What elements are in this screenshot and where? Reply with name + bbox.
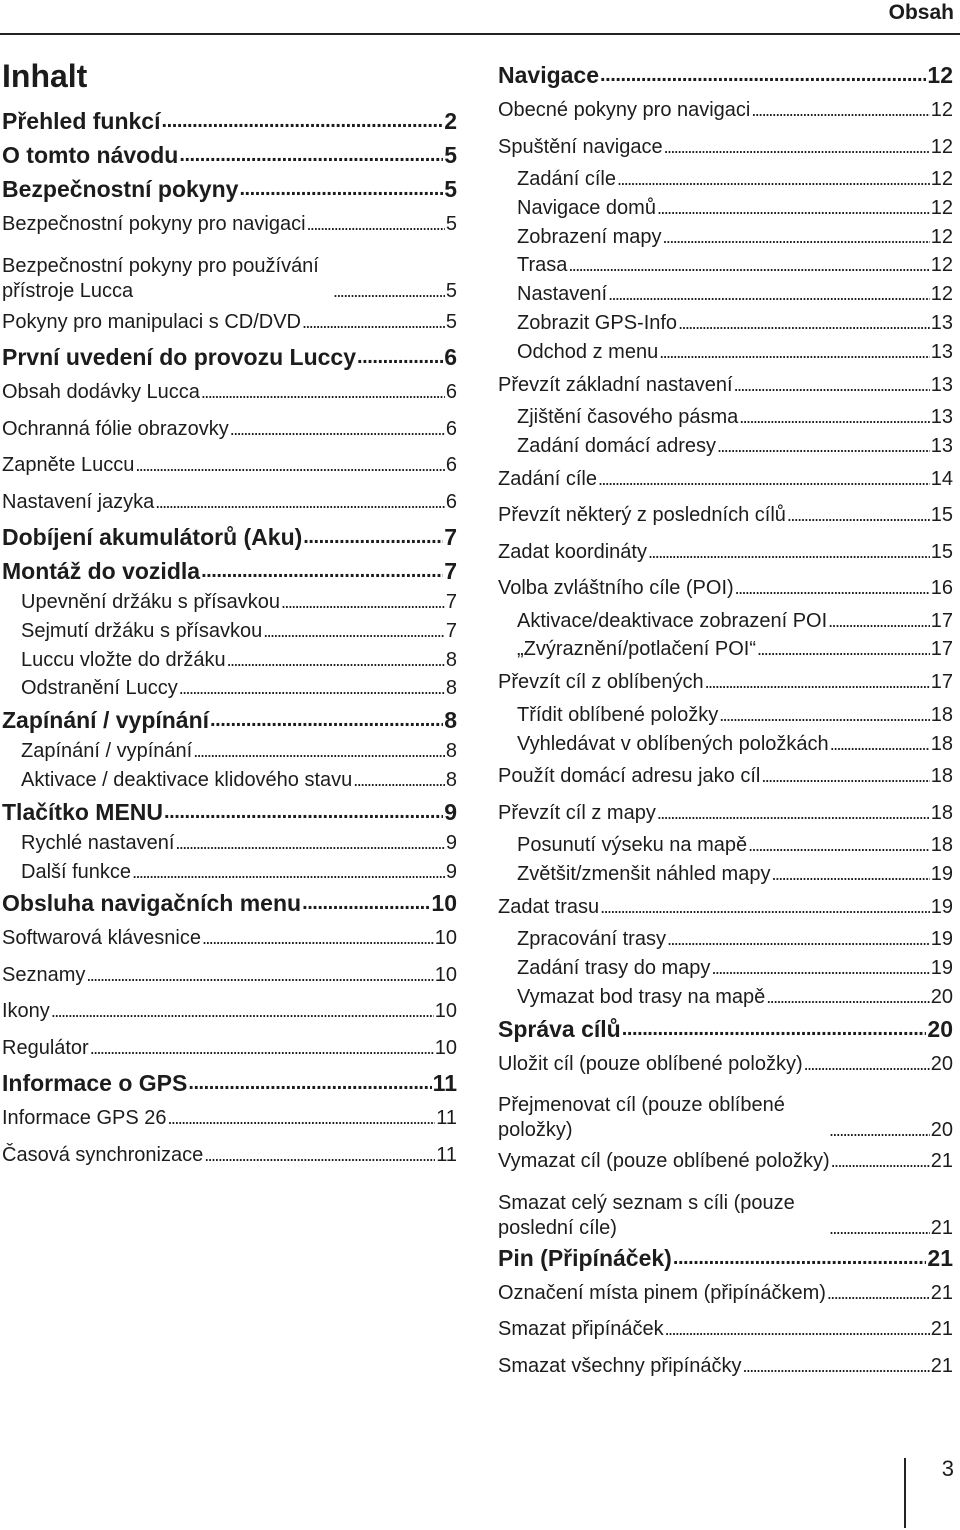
toc-entry[interactable] [498, 795, 953, 832]
toc-entry[interactable] [498, 367, 953, 404]
footer-divider [904, 1458, 906, 1528]
toc-entry[interactable] [2, 795, 457, 829]
toc-entry[interactable] [498, 461, 953, 498]
toc-entry[interactable] [498, 1348, 953, 1385]
dot-leader [804, 1046, 930, 1083]
toc-entry-page: 8 [444, 707, 457, 734]
section-header-label: Obsah [888, 1, 954, 24]
toc-entry-page: 13 [930, 311, 953, 334]
toc-entry-page: 15 [930, 504, 953, 527]
toc-entry-title: Aktivace / deaktivace klidového stavu [21, 768, 353, 791]
toc-entry-title: Smazat všechny připínáčky [498, 1354, 742, 1377]
toc-entry[interactable] [2, 920, 457, 957]
toc-entry[interactable] [498, 1082, 953, 1143]
toc-entry-title: Zadání cíle [498, 467, 597, 490]
toc-entry[interactable] [498, 664, 953, 701]
toc-entry[interactable] [2, 340, 457, 374]
toc-entry-page: 6 [445, 417, 457, 440]
toc-entry[interactable] [2, 104, 457, 138]
dot-leader [302, 304, 445, 341]
dot-leader [667, 925, 930, 954]
dot-leader [734, 367, 930, 404]
dot-leader [210, 701, 443, 737]
dot-leader [766, 983, 929, 1012]
toc-entry[interactable] [498, 607, 953, 636]
toc-entry-page: 17 [930, 638, 953, 661]
toc-entry-page: 9 [445, 860, 457, 883]
toc-entry[interactable] [2, 674, 457, 703]
toc-entry[interactable] [2, 1137, 457, 1174]
toc-entry-title: Převzít cíl z mapy [498, 801, 656, 824]
toc-entry[interactable] [498, 1275, 953, 1312]
dot-leader [263, 617, 445, 646]
toc-entry-title: Trasa [517, 254, 568, 277]
toc-entry-page: 19 [930, 957, 953, 980]
dot-leader [568, 251, 929, 280]
toc-entry-title: Uložit cíl (pouze oblíbené položky) [498, 1052, 803, 1075]
toc-entry[interactable] [498, 925, 953, 954]
toc-entry-title: Časová synchronizace [2, 1143, 204, 1166]
dot-leader [179, 136, 443, 172]
toc-entry-page: 7 [444, 524, 457, 550]
dot-leader [717, 432, 930, 461]
toc-entry-title: Obecné pokyny pro navigaci [498, 99, 751, 121]
toc-entry-title: Volba zvláštního cíle (POI) [498, 577, 734, 600]
dot-leader [135, 447, 445, 484]
dot-leader [829, 1118, 930, 1143]
toc-entry-title: Bezpečnostní pokyny [2, 176, 239, 202]
dot-leader [748, 831, 930, 860]
dot-leader [51, 993, 434, 1030]
dot-leader [598, 461, 930, 498]
dot-leader [751, 92, 929, 129]
toc-entry-title: Zadání cíle [517, 168, 616, 190]
toc-entry-page: 13 [930, 434, 953, 457]
toc-entry-page: 13 [930, 406, 953, 429]
toc-entry-title: První uvedení do provozu Luccy [2, 344, 357, 370]
dot-leader [830, 730, 930, 759]
toc-entry-title: Dobíjení akumulátorů (Aku) [2, 524, 303, 550]
toc-entry-page: 5 [445, 279, 457, 302]
toc-entry-page: 20 [930, 1119, 953, 1142]
toc-entry[interactable] [2, 858, 457, 887]
dot-leader [608, 280, 930, 309]
toc-entry-page: 18 [930, 765, 953, 788]
toc-entry-title: Nastavení jazyka [2, 490, 155, 513]
dot-leader [678, 309, 930, 338]
toc-entry-title: Navigace domů [517, 196, 656, 219]
toc-entry-page: 20 [927, 1015, 953, 1042]
toc-entry[interactable] [498, 251, 953, 280]
toc-entry[interactable] [498, 92, 953, 129]
toc-entry-title: Vymazat cíl (pouze oblíbené položky) [498, 1150, 830, 1173]
toc-entry[interactable] [2, 243, 457, 304]
dot-leader [742, 1348, 929, 1385]
dot-leader [735, 570, 930, 607]
toc-entry-page: 2 [444, 108, 457, 134]
dot-leader [357, 338, 443, 374]
toc-entry-page: 8 [445, 768, 457, 791]
toc-entry[interactable] [2, 520, 457, 554]
toc-entry[interactable] [498, 701, 953, 730]
toc-entry-title: Třídit oblíbené položky [517, 703, 719, 726]
dot-leader [664, 129, 930, 166]
toc-entry-page: 18 [930, 834, 953, 857]
dot-leader [302, 884, 430, 920]
toc-entry-title: Montáž do vozidla [2, 558, 201, 584]
toc-entry-page: 16 [930, 577, 953, 600]
toc-entry[interactable] [2, 737, 457, 766]
toc-entry-page: 12 [930, 168, 953, 190]
toc-entry-page: 13 [930, 340, 953, 363]
toc-entry-title: Obsah dodávky Lucca [2, 381, 200, 403]
toc-entry[interactable] [2, 1066, 457, 1100]
toc-entry[interactable] [498, 497, 953, 534]
toc-entry[interactable] [2, 588, 457, 617]
toc-entry-title: Zobrazit GPS-Info [517, 311, 678, 334]
dot-leader [787, 497, 930, 534]
toc-entry-page: 6 [444, 344, 457, 370]
toc-entry[interactable] [498, 1311, 953, 1348]
toc-entry-page: 7 [445, 591, 457, 613]
toc-entry-title: Přehled funkcí [2, 108, 161, 134]
dot-leader [155, 484, 445, 521]
toc-entry[interactable] [498, 129, 953, 166]
toc-left-column [2, 104, 457, 1173]
toc-entry-title: Zadání domácí adresy [517, 434, 716, 457]
toc-entry[interactable] [2, 993, 457, 1030]
toc-entry-title: Rychlé nastavení [21, 831, 175, 854]
toc-entry-page: 8 [445, 648, 457, 671]
toc-entry-title: Další funkce [21, 860, 132, 883]
toc-entry[interactable] [498, 954, 953, 983]
toc-entry-page: 11 [436, 1143, 457, 1166]
toc-entry-page: 13 [930, 373, 953, 396]
toc-entry[interactable] [2, 206, 457, 243]
dot-leader [663, 223, 930, 252]
dot-leader [828, 607, 930, 636]
toc-entry-page: 12 [930, 225, 953, 248]
dot-leader [711, 954, 929, 983]
toc-entry-title: Zadání trasy do mapy [517, 957, 711, 980]
dot-leader [657, 194, 930, 223]
toc-entry-page: 15 [930, 540, 953, 563]
toc-entry-title: Pin (Připínáček) [498, 1244, 672, 1271]
toc-entry-page: 11 [432, 1070, 457, 1097]
dot-leader [657, 795, 930, 832]
toc-entry-page: 8 [445, 740, 457, 763]
toc-entry-page: 7 [445, 619, 457, 642]
toc-entry-title: Správa cílů [498, 1015, 621, 1042]
dot-leader [831, 1143, 930, 1180]
toc-entry-page: 10 [434, 927, 457, 950]
toc-entry[interactable] [2, 447, 457, 484]
dot-leader [303, 518, 443, 554]
toc-entry-page: 21 [930, 1354, 953, 1377]
toc-entry-page: 17 [930, 671, 953, 694]
toc-entry[interactable] [2, 172, 457, 206]
toc-entry-title: Odchod z menu [517, 340, 659, 363]
toc-entry-page: 21 [927, 1244, 953, 1271]
toc-entry[interactable] [2, 484, 457, 521]
toc-entry-page: 21 [930, 1216, 953, 1239]
dot-leader [353, 766, 445, 795]
dot-leader [164, 793, 443, 829]
dot-leader [705, 664, 930, 701]
dot-leader [161, 102, 443, 138]
toc-entry[interactable] [498, 280, 953, 309]
dot-leader [829, 1216, 930, 1241]
toc-entry-title: Převzít základní nastavení [498, 373, 733, 396]
toc-entry[interactable] [498, 635, 953, 664]
toc-entry-page: 19 [930, 863, 953, 886]
toc-entry[interactable] [498, 831, 953, 860]
toc-entry-page: 11 [436, 1107, 457, 1130]
toc-entry-page: 6 [445, 381, 457, 403]
toc-entry-page: 5 [445, 310, 457, 333]
toc-entry-page: 21 [930, 1150, 953, 1173]
toc-entry-page: 8 [445, 677, 457, 700]
toc-entry-page: 20 [930, 986, 953, 1009]
toc-entry-title: Odstranění Luccy [21, 677, 178, 700]
toc-entry-title: Převzít cíl z oblíbených [498, 671, 704, 694]
dot-leader [193, 737, 445, 766]
toc-entry[interactable] [498, 194, 953, 223]
toc-entry-title: Pokyny pro manipulaci s CD/DVD [2, 310, 301, 333]
toc-entry[interactable] [498, 1046, 953, 1083]
dot-leader [333, 279, 445, 304]
toc-entry-title: Ochranná fólie obrazovky [2, 417, 229, 440]
toc-entry-page: 10 [434, 1000, 457, 1023]
toc-entry-title: Navigace [498, 62, 600, 88]
toc-entry-title: Zadat koordináty [498, 540, 647, 563]
toc-entry-page: 12 [930, 196, 953, 219]
toc-entry-page: 5 [444, 142, 457, 168]
toc-entry-title: Bezpečnostní pokyny pro navigaci [2, 213, 306, 235]
toc-entry[interactable] [498, 338, 953, 367]
toc-entry-title: Informace o GPS [2, 1070, 188, 1097]
toc-entry[interactable] [498, 432, 953, 461]
toc-entry-page: 12 [930, 99, 953, 121]
toc-entry[interactable] [498, 570, 953, 607]
toc-entry[interactable] [498, 730, 953, 759]
toc-entry-page: 10 [434, 963, 457, 986]
toc-entry-page: 19 [930, 895, 953, 918]
toc-entry-title: Zobrazení mapy [517, 225, 662, 248]
toc-entry[interactable] [498, 860, 953, 889]
dot-leader [201, 374, 445, 411]
toc-entry-title: O tomto návodu [2, 142, 179, 168]
dot-leader [665, 1311, 930, 1348]
dot-leader [188, 1064, 431, 1100]
dot-leader [600, 56, 926, 92]
dot-leader [179, 674, 445, 703]
dot-leader [761, 758, 929, 795]
toc-entry-page: 19 [930, 928, 953, 951]
dot-leader [201, 552, 443, 588]
toc-entry-page: 21 [930, 1318, 953, 1341]
dot-leader [227, 646, 445, 675]
toc-entry-title: Bezpečnostní pokyny pro používání přístroje Lucca [2, 254, 319, 302]
toc-entry-page: 12 [930, 254, 953, 277]
dot-leader [239, 170, 443, 206]
toc-entry-page: 12 [930, 283, 953, 306]
toc-entry[interactable] [2, 411, 457, 448]
toc-entry-title: Softwarová klávesnice [2, 927, 201, 950]
dot-leader [204, 1137, 435, 1174]
toc-entry-title: Použít domácí adresu jako cíl [498, 765, 761, 788]
toc-entry[interactable] [2, 886, 457, 920]
dot-leader [230, 411, 445, 448]
toc-entry-title: Sejmutí držáku s přísavkou [21, 619, 263, 642]
toc-entry-title: Informace GPS 26 [2, 1107, 167, 1130]
toc-entry[interactable] [498, 1241, 953, 1275]
toc-entry-title: Vymazat bod trasy na mapě [517, 986, 766, 1009]
dot-leader [600, 889, 930, 926]
toc-entry-title: Obsluha navigačních menu [2, 890, 302, 917]
toc-entry[interactable] [2, 617, 457, 646]
toc-entry[interactable] [2, 646, 457, 675]
toc-entry-title: Převzít některý z posledních cílů [498, 504, 786, 527]
toc-entry[interactable] [498, 983, 953, 1012]
toc-entry[interactable] [2, 1030, 457, 1067]
toc-entry-title: Zapněte Luccu [2, 454, 135, 476]
toc-entry-page: 10 [431, 890, 457, 917]
toc-entry-title: „Zvýraznění/potlačení POI“ [517, 638, 756, 661]
toc-entry-title: Přejmenovat cíl (pouze oblíbené položky) [498, 1094, 785, 1142]
toc-entry-page: 10 [434, 1036, 457, 1059]
toc-entry[interactable] [2, 304, 457, 341]
dot-leader [86, 957, 433, 994]
toc-entry-title: Zapínání / vypínání [21, 740, 193, 763]
dot-leader [659, 338, 930, 367]
toc-entry-title: Nastavení [517, 283, 608, 306]
toc-entry-page: 21 [930, 1281, 953, 1304]
toc-entry[interactable] [498, 1180, 953, 1241]
dot-leader [132, 858, 445, 887]
dot-leader [168, 1100, 436, 1137]
toc-entry-page: 12 [930, 135, 953, 158]
dot-leader [617, 165, 930, 194]
toc-entry-page: 6 [445, 490, 457, 513]
toc-entry-title: Zadat trasu [498, 895, 600, 918]
toc-entry-page: 5 [444, 176, 457, 202]
dot-leader [307, 206, 445, 243]
toc-entry-page: 17 [930, 609, 953, 632]
dot-leader [175, 829, 444, 858]
toc-entry[interactable] [498, 1143, 953, 1180]
toc-right-column [498, 58, 953, 1384]
toc-entry-page: 20 [930, 1052, 953, 1075]
toc-entry-title: Smazat celý seznam s cíli (pouze poslední cíle) [498, 1191, 795, 1239]
toc-entry-title: Upevnění držáku s přísavkou [21, 591, 281, 613]
dot-leader [648, 534, 930, 571]
toc-entry-title: Zvětšit/zmenšit náhled mapy [517, 863, 771, 886]
dot-leader [202, 920, 434, 957]
toc-entry[interactable] [2, 374, 457, 411]
toc-entry-page: 6 [445, 454, 457, 476]
toc-entry-title: Ikony [2, 1000, 50, 1023]
toc-entry[interactable] [2, 829, 457, 858]
toc-entry-title: Označení místa pinem (připínáčkem) [498, 1281, 826, 1304]
toc-entry-page: 5 [445, 213, 457, 235]
toc-entry-page: 18 [930, 801, 953, 824]
toc-entry-title: Seznamy [2, 963, 86, 986]
toc-entry-title: Regulátor [2, 1036, 89, 1059]
dot-leader [739, 403, 930, 432]
toc-entry[interactable] [498, 534, 953, 571]
toc-entry[interactable] [2, 703, 457, 737]
toc-entry-title: Zjištění časového pásma [517, 406, 739, 429]
dot-leader [673, 1239, 927, 1275]
toc-entry-page: 18 [930, 703, 953, 726]
toc-entry-title: Spuštění navigace [498, 135, 663, 158]
toc-entry[interactable] [2, 1100, 457, 1137]
toc-entry[interactable] [2, 766, 457, 795]
dot-leader [281, 588, 445, 617]
toc-entry[interactable] [498, 309, 953, 338]
header-divider [0, 33, 960, 35]
toc-entry[interactable] [498, 58, 953, 92]
toc-entry[interactable] [2, 554, 457, 588]
toc-entry-title: Posunutí výseku na mapě [517, 834, 748, 857]
toc-entry-title: Zpracování trasy [517, 928, 666, 951]
toc-entry[interactable] [498, 223, 953, 252]
page-number: 3 [941, 1456, 954, 1481]
toc-entry[interactable] [498, 403, 953, 432]
toc-entry[interactable] [2, 957, 457, 994]
dot-leader [719, 701, 930, 730]
toc-entry-title: Aktivace/deaktivace zobrazení POI [517, 609, 828, 632]
toc-entry[interactable] [2, 138, 457, 172]
toc-entry-page: 18 [930, 732, 953, 755]
toc-entry-page: 14 [930, 467, 953, 490]
toc-entry-page: 9 [444, 798, 457, 825]
toc-entry-page: 9 [445, 831, 457, 854]
toc-entry[interactable] [498, 758, 953, 795]
dot-leader [90, 1030, 434, 1067]
dot-leader [827, 1275, 930, 1312]
toc-entry[interactable] [498, 889, 953, 926]
toc-entry-title: Tlačítko MENU [2, 798, 164, 825]
toc-entry-title: Zapínání / vypínání [2, 707, 210, 734]
toc-entry-title: Smazat připínáček [498, 1318, 664, 1341]
toc-entry-title: Vyhledávat v oblíbených položkách [517, 732, 829, 755]
toc-entry-page: 7 [444, 558, 457, 584]
dot-leader [757, 635, 930, 664]
dot-leader [771, 860, 929, 889]
toc-entry[interactable] [498, 165, 953, 194]
toc-entry[interactable] [498, 1012, 953, 1046]
toc-title: Inhalt [2, 58, 88, 94]
dot-leader [622, 1010, 927, 1046]
toc-entry-page: 12 [927, 62, 953, 88]
toc-entry-title: Luccu vložte do držáku [21, 648, 226, 671]
